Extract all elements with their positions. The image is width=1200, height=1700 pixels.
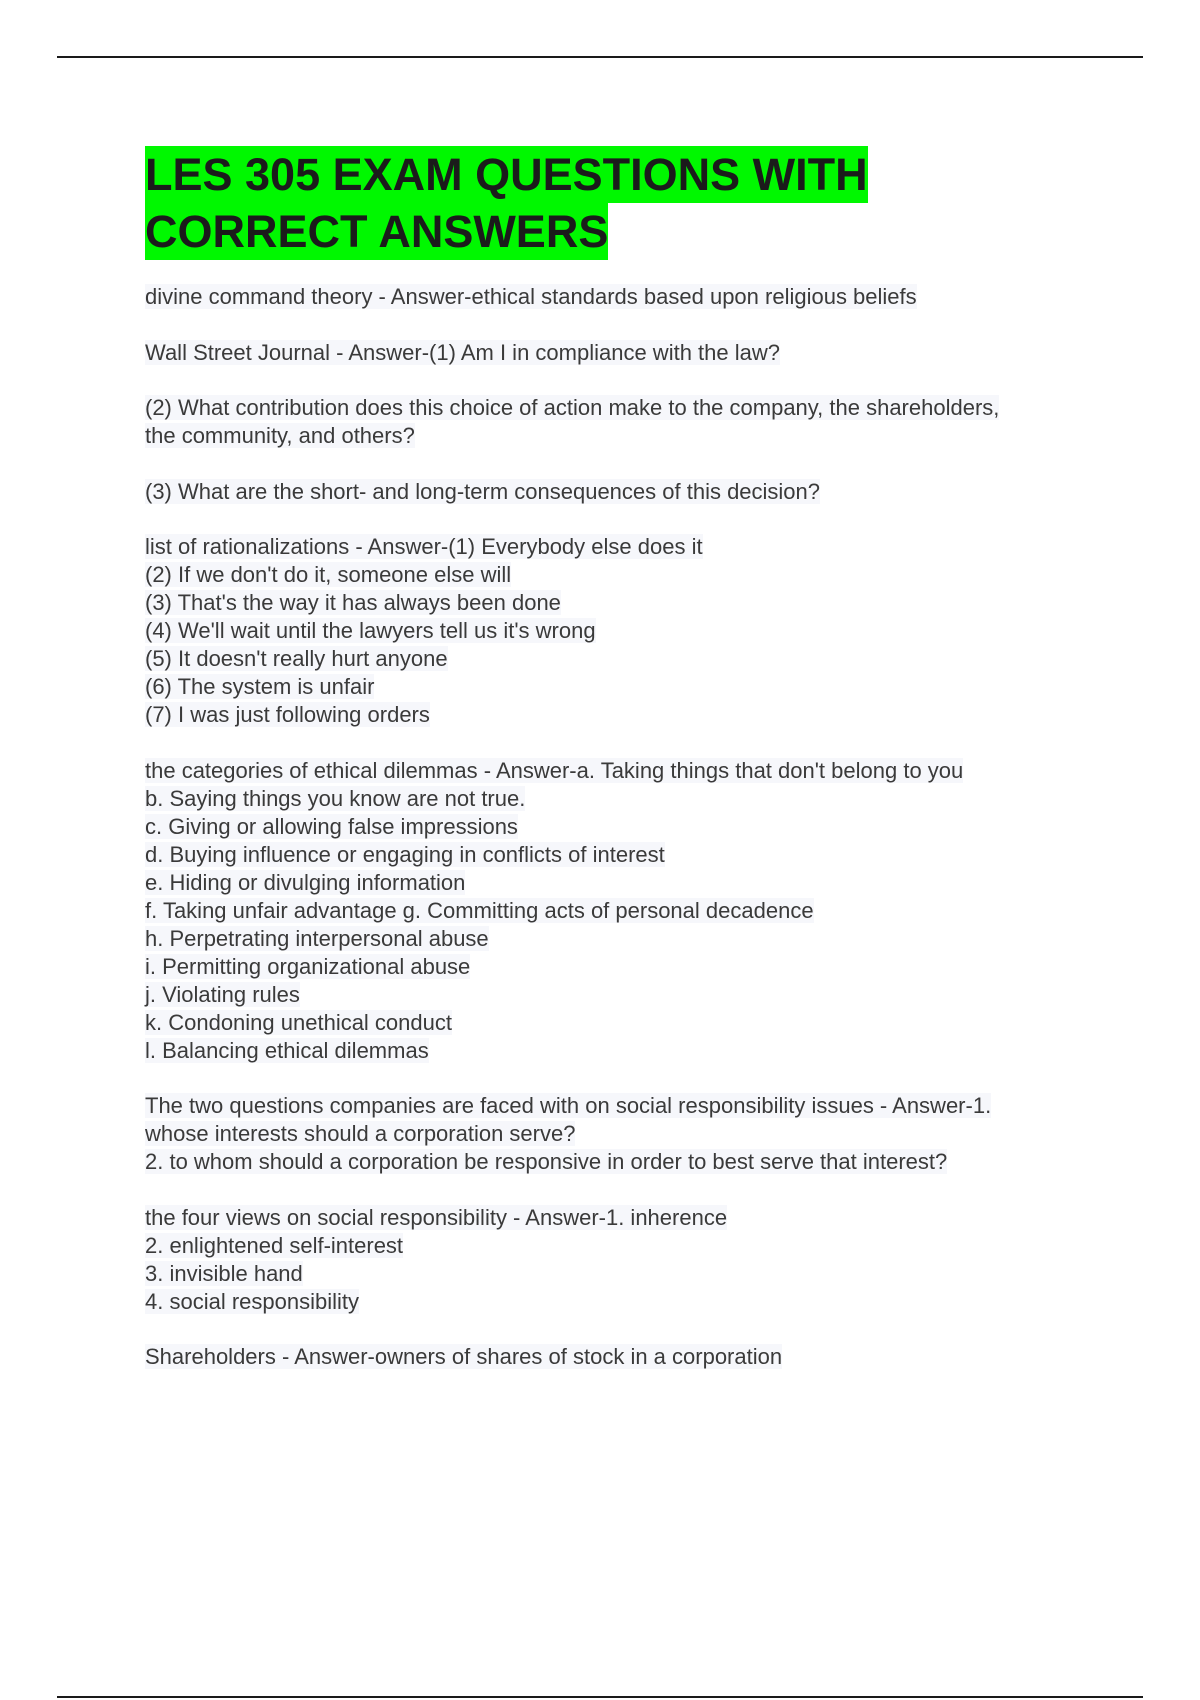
- qa-entry: [145, 1343, 1105, 1371]
- qa-entry: [145, 283, 1105, 311]
- document-title: [145, 146, 1105, 260]
- qa-entry: [145, 757, 1105, 1065]
- entry-line: i. Permitting organizational abuse: [145, 953, 471, 979]
- entry-line: j. Violating rules: [145, 981, 300, 1007]
- entry-line: f. Taking unfair advantage g. Committing acts of personal decadence: [145, 897, 814, 923]
- qa-entry: [145, 478, 1105, 506]
- entry-line: (5) It doesn't really hurt anyone: [145, 646, 448, 671]
- qa-entry: [145, 1204, 1105, 1316]
- entry-line: 2. to whom should a corporation be responsive in order to best serve that interest?: [145, 1149, 948, 1174]
- document-body: [145, 146, 1105, 1399]
- entry-line: The two questions companies are faced with on social responsibility issues - Answer-1.: [145, 1093, 992, 1118]
- entry-line: (2) If we don't do it, someone else will: [145, 562, 512, 587]
- entry-line: l. Balancing ethical dilemmas: [145, 1037, 429, 1063]
- entry-line: 4. social responsibility: [145, 1288, 359, 1314]
- entry-line: d. Buying influence or engaging in conflicts of interest: [145, 841, 665, 867]
- entry-line: 3. invisible hand: [145, 1260, 303, 1286]
- title-line: LES 305 EXAM QUESTIONS WITH: [145, 146, 868, 203]
- qa-entry: [145, 533, 1105, 729]
- entry-line: h. Perpetrating interpersonal abuse: [145, 925, 489, 951]
- entry-line: (3) What are the short- and long-term consequences of this decision?: [145, 478, 821, 504]
- bottom-rule: [57, 1696, 1143, 1698]
- entry-line: b. Saying things you know are not true.: [145, 785, 526, 811]
- entry-line: c. Giving or allowing false impressions: [145, 813, 518, 839]
- entry-line: 2. enlightened self-interest: [145, 1232, 404, 1258]
- entry-line: Wall Street Journal - Answer-(1) Am I in compliance with the law?: [145, 339, 780, 365]
- qa-entry: [145, 394, 1105, 450]
- entry-line: Shareholders - Answer-owners of shares of stock in a corporation: [145, 1344, 783, 1369]
- entry-line: k. Condoning unethical conduct: [145, 1009, 452, 1035]
- entry-line: the community, and others?: [145, 423, 415, 448]
- entry-line: (7) I was just following orders: [145, 702, 430, 727]
- entry-line: (3) That's the way it has always been done: [145, 590, 561, 615]
- entry-line: the categories of ethical dilemmas - Answer-a. Taking things that don't belong to you: [145, 757, 964, 783]
- qa-entry: [145, 1092, 1105, 1176]
- entry-line: divine command theory - Answer-ethical standards based upon religious beliefs: [145, 284, 917, 309]
- entry-line: whose interests should a corporation serve?: [145, 1121, 576, 1146]
- qa-entry: [145, 339, 1105, 367]
- entry-line: (6) The system is unfair: [145, 674, 375, 699]
- entry-line: (4) We'll wait until the lawyers tell us it's wrong: [145, 618, 596, 643]
- entry-line: (2) What contribution does this choice of action make to the company, the shareholders,: [145, 395, 1000, 420]
- top-rule: [57, 56, 1143, 58]
- title-line: CORRECT ANSWERS: [145, 203, 608, 260]
- entry-line: e. Hiding or divulging information: [145, 869, 466, 895]
- entry-line: the four views on social responsibility - Answer-1. inherence: [145, 1204, 728, 1230]
- entry-line: list of rationalizations - Answer-(1) Everybody else does it: [145, 534, 703, 559]
